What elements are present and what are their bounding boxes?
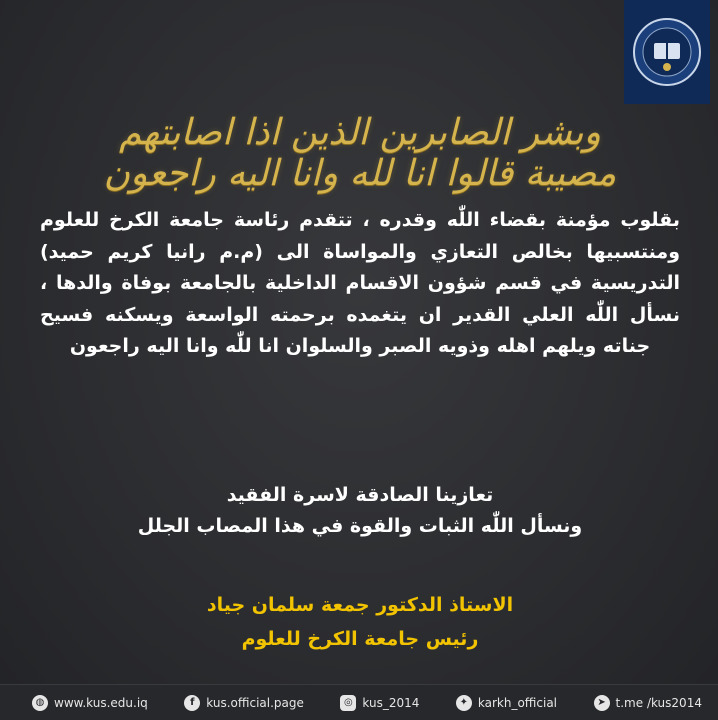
twitter-label: karkh_official (477, 695, 558, 710)
condolence-line-2: ونسأل اللّٰه الثبات والقوة في هذا المصاب الجلل (137, 515, 583, 537)
footer-twitter[interactable] (456, 695, 557, 711)
telegram-icon: ➤ (594, 695, 610, 711)
condolence-line-1: تعازينا الصادقة لاسرة الفقيد (226, 484, 494, 506)
footer-telegram[interactable] (594, 695, 702, 711)
facebook-label: kus.official.page (206, 695, 304, 710)
signature-block (40, 588, 680, 656)
telegram-label: t.me /kus2014 (615, 695, 702, 710)
globe-icon: ◍ (32, 695, 48, 711)
footer-facebook[interactable] (184, 695, 304, 711)
signature-title: رئيس جامعة الكرخ للعلوم (241, 628, 479, 650)
signature-name: الاستاذ الدكتور جمعة سلمان جياد (206, 594, 514, 616)
quran-verse-calligraphy: وبشر الصابرين الذين اذا اصابتهم مصيبة قالوا انا لله وانا اليه راجعون (103, 112, 617, 194)
logo-emblem-icon (632, 17, 702, 87)
announcement-text: بقلوب مؤمنة بقضاء اللّٰه وقدره ، تتقدم رئاسة جامعة الكرخ للعلوم ومنتسبيها بخالص التعازي والمواساة الى (م.م رانيا كريم حميد) التدريسية في قسم شؤون الاقسام الداخلية بالجامعة بوفاة والدها ، نسأل اللّٰه العلي القدير ان يتغمده برحمته الواسعة ويسكنه فسيح جناته ويلهم اهله وذويه الصبر والسلوان انا للّٰه وانا اليه راجعون (40, 209, 680, 357)
twitter-icon: ✦ (456, 695, 472, 711)
social-footer (0, 684, 718, 720)
facebook-icon: f (184, 695, 200, 711)
instagram-label: kus_2014 (362, 695, 420, 710)
footer-instagram[interactable] (340, 695, 419, 711)
university-logo (624, 0, 710, 104)
condolence-block (40, 480, 680, 542)
instagram-icon: ◎ (340, 695, 356, 711)
footer-website[interactable] (32, 695, 148, 711)
website-label: www.kus.edu.iq (54, 695, 148, 710)
